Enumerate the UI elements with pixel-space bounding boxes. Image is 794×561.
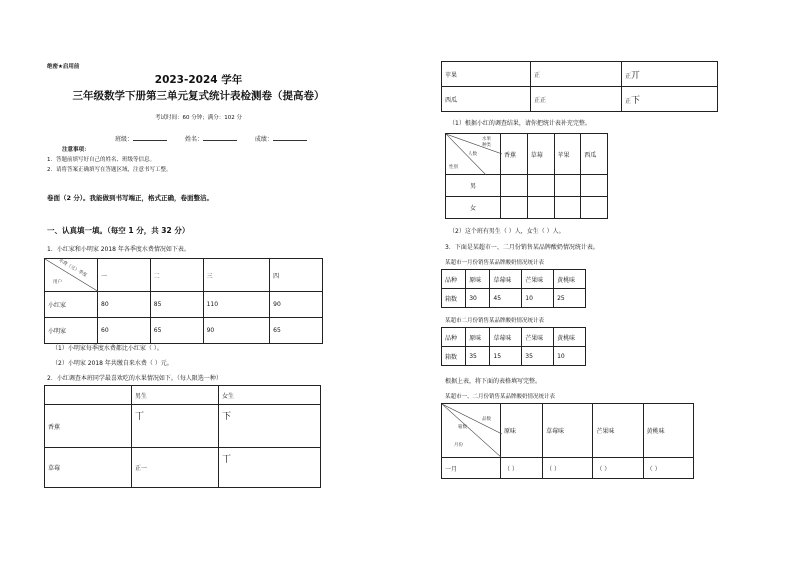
- page-title: 三年级数学下册第三单元复式统计表检测卷（提高卷）: [72, 90, 325, 102]
- title-year: 2023-2024 学年: [154, 74, 243, 86]
- tally-mark: 正: [625, 72, 632, 80]
- cell: 35: [522, 347, 554, 366]
- row-label: 男: [446, 175, 501, 197]
- col-header: 黄桃味: [554, 270, 586, 289]
- exam-info: 考试时间：60 分钟；满分：102 分: [155, 115, 242, 121]
- col-header: 一: [98, 259, 151, 292]
- cell: 90: [270, 292, 323, 318]
- notes-title: 注意事项：: [62, 147, 90, 153]
- row-label: 香蕉: [45, 405, 132, 448]
- col-header: 原味: [501, 404, 543, 458]
- q1-sub-2: （2）小明家 2018 年共缴自来水费（ ）元。: [52, 360, 173, 367]
- cell: 110: [203, 292, 270, 318]
- row-label: 草莓: [45, 448, 132, 488]
- answer-blank[interactable]: （ ）: [501, 458, 543, 479]
- water-fee-table: [44, 258, 323, 344]
- diag-label: 种类: [482, 143, 491, 148]
- diag-header-cell: [442, 404, 501, 458]
- col-header: 四: [270, 259, 323, 292]
- col-header: 黄桃味: [643, 404, 693, 458]
- student-fields: [115, 134, 307, 143]
- blank-header: [45, 386, 132, 405]
- cell: 25: [554, 289, 586, 308]
- cell: 10: [522, 289, 554, 308]
- diag-header-cell: [446, 134, 501, 175]
- class-blank[interactable]: [133, 140, 167, 141]
- cell: 65: [270, 318, 323, 344]
- table-row: [442, 458, 694, 479]
- blank-cell[interactable]: [501, 197, 528, 219]
- blank-cell[interactable]: [501, 175, 528, 197]
- blank-cell[interactable]: [581, 197, 608, 219]
- cell: 45: [490, 289, 522, 308]
- blank-cell[interactable]: [554, 175, 581, 197]
- col-header: 二: [150, 259, 203, 292]
- table-row: [45, 448, 321, 488]
- col-header: 品种: [442, 270, 466, 289]
- table-row: [442, 62, 718, 87]
- table-row: [442, 289, 586, 308]
- name-label: 姓名：: [184, 136, 203, 143]
- tally-cell: 正: [531, 62, 622, 87]
- cell: 65: [150, 318, 203, 344]
- table-row: [446, 197, 608, 219]
- diag-label: 品数: [482, 417, 491, 422]
- col-header: 芒果味: [522, 270, 554, 289]
- cell: 35: [466, 347, 490, 366]
- q2-sub-2: （2）这个班有男生（ ）人，女生（ ）人。: [449, 228, 565, 235]
- fill-in-fruit-table: [445, 133, 608, 219]
- col-header: 女生: [219, 386, 321, 405]
- score-blank[interactable]: [273, 140, 307, 141]
- col-header: 芒果味: [522, 328, 554, 347]
- diag-top-label: 水费（元）季度: [57, 258, 88, 279]
- col-header: 男生: [132, 386, 219, 405]
- diag-label: 箱数: [458, 425, 467, 430]
- tally-cell: 丅: [219, 448, 321, 488]
- row-label: 苹果: [442, 62, 531, 87]
- note-1: 1．答题前填写好自己的姓名、班级等信息。: [47, 157, 156, 163]
- tally-mark: 丌: [631, 70, 641, 81]
- name-blank[interactable]: [203, 140, 237, 141]
- blank-cell[interactable]: [581, 175, 608, 197]
- table-row: [45, 405, 321, 448]
- question-2: 2．小红调查本班同学最喜欢吃的水果情况如下。（每人限选一种）: [47, 375, 222, 382]
- row-label: 西瓜: [442, 87, 531, 112]
- cell: 85: [150, 292, 203, 318]
- class-label: 班级：: [115, 136, 134, 143]
- diag-label: 水果: [482, 137, 491, 142]
- table-row: [442, 347, 586, 366]
- tally-cell: [622, 87, 718, 112]
- cell: 10: [554, 347, 586, 366]
- tally-cell: 下: [219, 405, 321, 448]
- cell: 30: [466, 289, 490, 308]
- cell: 60: [98, 318, 151, 344]
- row-label: 一月: [442, 458, 501, 479]
- col-header: 香蕉: [501, 134, 528, 175]
- answer-blank[interactable]: （ ）: [593, 458, 643, 479]
- blank-cell[interactable]: [527, 197, 554, 219]
- score-label: 成绩：: [254, 136, 273, 143]
- col-header: 草莓: [527, 134, 554, 175]
- row-label: 箱数: [442, 347, 466, 366]
- question-1: 1．小红家和小明家 2018 年各季度水费情况如下表。: [47, 246, 190, 253]
- diag-label: 性别: [449, 165, 458, 170]
- row-label: 小红家: [45, 292, 98, 318]
- feb-table-title: 某超市二月份销售某品牌酸奶情况统计表: [445, 318, 545, 324]
- tally-mark: 下: [631, 95, 641, 106]
- answer-blank[interactable]: （ ）: [543, 458, 593, 479]
- combo-table-title: 某超市一、二月份销售某品牌酸奶情况统计表: [445, 394, 556, 400]
- col-header: 草莓味: [490, 328, 522, 347]
- diag-bottom-label: 用户: [53, 280, 62, 285]
- col-header: 芒果味: [593, 404, 643, 458]
- fruit-survey-table-right: [441, 61, 718, 112]
- combo-sales-table: [441, 403, 694, 479]
- col-header: 原味: [466, 328, 490, 347]
- col-header: 西瓜: [581, 134, 608, 175]
- col-header: 原味: [466, 270, 490, 289]
- row-label: 小明家: [45, 318, 98, 344]
- tally-cell: [622, 62, 718, 87]
- note-2: 2．请将答案正确填写在答题区域，注意书写工整。: [47, 167, 172, 173]
- question-3: 3．下面是某超市一、二月份销售某品牌酸奶情况统计表。: [445, 244, 599, 251]
- section-1-title: 一、认真填一填。（每空 1 分，共 32 分）: [47, 226, 190, 235]
- blank-cell[interactable]: [554, 197, 581, 219]
- col-header: 品种: [442, 328, 466, 347]
- col-header: 三: [203, 259, 270, 292]
- jan-sales-table: [441, 269, 586, 308]
- cell: 15: [490, 347, 522, 366]
- neat-instruction: 卷面（2 分）。我能做到书写端正，格式正确，卷面整洁。: [47, 194, 214, 202]
- col-header: 草莓味: [543, 404, 593, 458]
- table-row: [45, 292, 323, 318]
- answer-blank[interactable]: （ ）: [643, 458, 693, 479]
- row-label: 箱数: [442, 289, 466, 308]
- tally-cell: 正一: [132, 448, 219, 488]
- q1-sub-1: （1）小明家每季度水费都比小红家（ ）。: [52, 345, 163, 352]
- cell: 80: [98, 292, 151, 318]
- tally-cell: 丅: [132, 405, 219, 448]
- col-header: 苹果: [554, 134, 581, 175]
- q2-sub-1: （1）根据小红的调查结果，请你把统计表补充完整。: [449, 120, 591, 127]
- table-row: [442, 87, 718, 112]
- diag-label: 月份: [454, 443, 463, 448]
- fruit-survey-table-left: [44, 385, 321, 488]
- row-label: 女: [446, 197, 501, 219]
- col-header: 黄桃味: [554, 328, 586, 347]
- jan-table-title: 某超市一月份销售某品牌酸奶情况统计表: [445, 260, 545, 266]
- diag-header-cell: [45, 259, 98, 292]
- tally-cell: 正正: [531, 87, 622, 112]
- secret-label: 绝密★启用前: [47, 64, 80, 70]
- tally-mark: 正: [625, 97, 632, 105]
- feb-sales-table: [441, 327, 586, 366]
- table-row: [45, 318, 323, 344]
- col-header: 草莓味: [490, 270, 522, 289]
- table-row: [446, 175, 608, 197]
- q3-instruction: 根据上表，将下面的表格填写完整。: [445, 378, 542, 385]
- diag-label: 人数: [468, 152, 477, 157]
- blank-cell[interactable]: [527, 175, 554, 197]
- cell: 90: [203, 318, 270, 344]
